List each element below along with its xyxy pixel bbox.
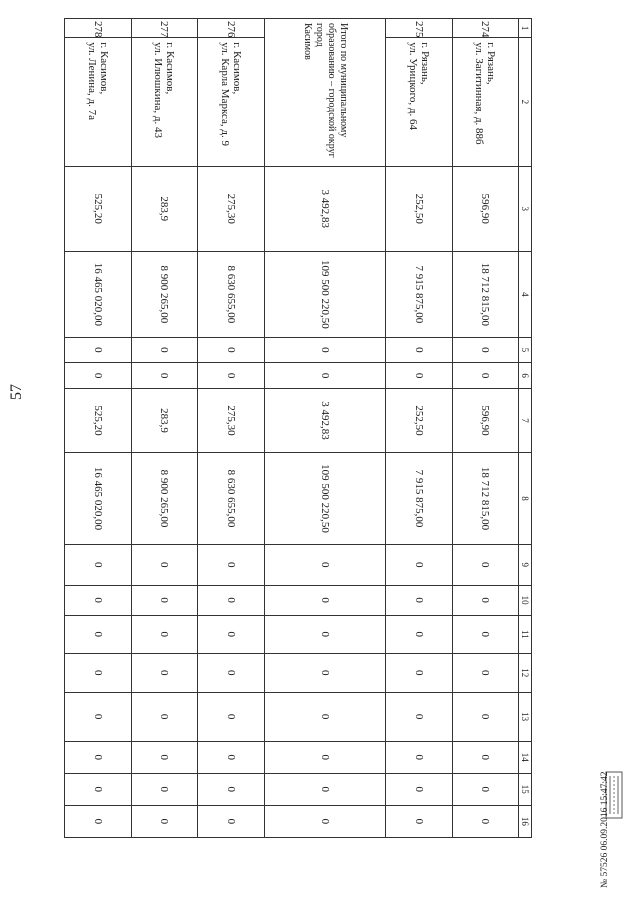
- cell-col-14: 0: [65, 741, 132, 773]
- address-cell: [386, 38, 452, 166]
- cell-col-14: 0: [452, 741, 518, 773]
- total-label-line: образованию – городской округ город: [313, 23, 337, 158]
- cell-col-10: 0: [65, 585, 132, 615]
- table-body: [65, 19, 519, 838]
- cell-col-7: 525,20: [65, 388, 132, 452]
- address-line: ул. Ленина, д. 7а: [85, 42, 98, 121]
- cell-col-12: 0: [198, 654, 264, 692]
- column-number-7: 7: [519, 388, 532, 452]
- cell-col-4: 18 712 815,00: [452, 252, 518, 338]
- column-number-5: 5: [519, 337, 532, 363]
- address-line: г. Касимов,: [230, 42, 243, 95]
- table-row: [131, 19, 197, 838]
- cell-col-3: 275,30: [198, 166, 264, 252]
- cell-col-12: 0: [386, 654, 452, 692]
- cell-col-14: 0: [131, 741, 197, 773]
- address-cell: [452, 38, 518, 166]
- cell-col-3: 283,9: [131, 166, 197, 252]
- column-number-14: 14: [519, 741, 532, 773]
- cell-col-12: 0: [452, 654, 518, 692]
- address-line: ул. Загитинная, д. 88б: [473, 42, 486, 145]
- cell-col-9: 0: [131, 544, 197, 585]
- column-number-row: [519, 19, 532, 838]
- cell-col-6: 0: [264, 363, 386, 389]
- cell-col-7: 252,50: [386, 388, 452, 452]
- data-table: [64, 18, 532, 838]
- cell-col-4: 8 630 655,00: [198, 252, 264, 338]
- cell-col-10: 0: [386, 585, 452, 615]
- address-line: ул. Илюшкина, д. 43: [152, 42, 165, 138]
- cell-col-15: 0: [386, 773, 452, 805]
- cell-col-16: 0: [452, 805, 518, 837]
- column-number-4: 4: [519, 252, 532, 338]
- cell-col-13: 0: [264, 692, 386, 741]
- cell-col-6: 0: [131, 363, 197, 389]
- address-cell: [198, 38, 264, 166]
- row-number: 275: [386, 19, 452, 38]
- cell-col-3: 525,20: [65, 166, 132, 252]
- cell-col-11: 0: [452, 615, 518, 653]
- cell-col-15: 0: [198, 773, 264, 805]
- cell-col-6: 0: [65, 363, 132, 389]
- address-line: г. Рязань,: [485, 42, 498, 85]
- cell-col-15: 0: [264, 773, 386, 805]
- address-line: г. Рязань,: [418, 42, 431, 85]
- address-line: г. Касимов,: [164, 42, 177, 95]
- table-row: [198, 19, 264, 838]
- address-line: г. Касимов,: [97, 42, 110, 95]
- cell-col-7: 596,90: [452, 388, 518, 452]
- table-row: [452, 19, 518, 838]
- cell-col-10: 0: [131, 585, 197, 615]
- cell-col-5: 0: [452, 337, 518, 363]
- cell-col-5: 0: [264, 337, 386, 363]
- cell-col-8: 7 915 875,00: [386, 453, 452, 545]
- cell-col-14: 0: [386, 741, 452, 773]
- cell-col-3: 596,90: [452, 166, 518, 252]
- cell-col-11: 0: [198, 615, 264, 653]
- cell-col-11: 0: [65, 615, 132, 653]
- cell-col-13: 0: [386, 692, 452, 741]
- cell-col-9: 0: [452, 544, 518, 585]
- column-number-11: 11: [519, 615, 532, 653]
- cell-col-8: 8 630 655,00: [198, 453, 264, 545]
- row-number: 277: [131, 19, 197, 38]
- cell-col-11: 0: [131, 615, 197, 653]
- table-row: [386, 19, 452, 838]
- cell-col-9: 0: [264, 544, 386, 585]
- cell-col-8: 109 500 220,50: [264, 453, 386, 545]
- table-total-row: [264, 19, 386, 838]
- cell-col-15: 0: [131, 773, 197, 805]
- column-number-9: 9: [519, 544, 532, 585]
- cell-col-6: 0: [198, 363, 264, 389]
- cell-col-8: 18 712 815,00: [452, 453, 518, 545]
- column-number-3: 3: [519, 166, 532, 252]
- cell-col-13: 0: [198, 692, 264, 741]
- cell-col-16: 0: [264, 805, 386, 837]
- cell-col-9: 0: [198, 544, 264, 585]
- address-line: ул. Урицкого, д. 64: [406, 42, 419, 130]
- column-number-1: 1: [519, 19, 532, 38]
- cell-col-5: 0: [65, 337, 132, 363]
- table-row: [65, 19, 132, 838]
- cell-col-8: 8 900 265,00: [131, 453, 197, 545]
- cell-col-15: 0: [65, 773, 132, 805]
- cell-col-12: 0: [131, 654, 197, 692]
- column-number-6: 6: [519, 363, 532, 389]
- total-label: [264, 19, 386, 167]
- column-number-10: 10: [519, 585, 532, 615]
- total-label-line: Касимов: [301, 23, 313, 60]
- cell-col-13: 0: [65, 692, 132, 741]
- cell-col-11: 0: [386, 615, 452, 653]
- cell-col-12: 0: [65, 654, 132, 692]
- cell-col-6: 0: [452, 363, 518, 389]
- cell-col-4: 109 500 220,50: [264, 252, 386, 338]
- table-container: [64, 18, 532, 838]
- cell-col-7: 283,9: [131, 388, 197, 452]
- column-number-15: 15: [519, 773, 532, 805]
- total-label-line: Итого по муниципальному: [337, 23, 349, 138]
- row-number: 274: [452, 19, 518, 38]
- column-number-12: 12: [519, 654, 532, 692]
- cell-col-3: 252,50: [386, 166, 452, 252]
- cell-col-4: 16 465 020,00: [65, 252, 132, 338]
- cell-col-3: 3 492,83: [264, 166, 386, 252]
- cell-col-12: 0: [264, 654, 386, 692]
- column-number-16: 16: [519, 805, 532, 837]
- cell-col-9: 0: [386, 544, 452, 585]
- page-number: 57: [8, 384, 25, 400]
- cell-col-8: 16 465 020,00: [65, 453, 132, 545]
- address-cell: [65, 38, 132, 166]
- cell-col-4: 8 900 265,00: [131, 252, 197, 338]
- cell-col-16: 0: [131, 805, 197, 837]
- column-number-2: 2: [519, 38, 532, 166]
- cell-col-13: 0: [131, 692, 197, 741]
- cell-col-6: 0: [386, 363, 452, 389]
- cell-col-16: 0: [65, 805, 132, 837]
- cell-col-14: 0: [198, 741, 264, 773]
- cell-col-10: 0: [452, 585, 518, 615]
- cell-col-7: 275,30: [198, 388, 264, 452]
- cell-col-5: 0: [198, 337, 264, 363]
- address-line: ул. Карла Маркса, д. 9: [218, 42, 231, 147]
- column-number-8: 8: [519, 453, 532, 545]
- cell-col-7: 3 492,83: [264, 388, 386, 452]
- cell-col-16: 0: [386, 805, 452, 837]
- cell-col-14: 0: [264, 741, 386, 773]
- cell-col-4: 7 915 875,00: [386, 252, 452, 338]
- row-number: 276: [198, 19, 264, 38]
- column-number-13: 13: [519, 692, 532, 741]
- address-cell: [131, 38, 197, 166]
- cell-col-10: 0: [264, 585, 386, 615]
- cell-col-5: 0: [131, 337, 197, 363]
- cell-col-15: 0: [452, 773, 518, 805]
- row-number: 278: [65, 19, 132, 38]
- cell-col-10: 0: [198, 585, 264, 615]
- cell-col-13: 0: [452, 692, 518, 741]
- cell-col-9: 0: [65, 544, 132, 585]
- document-footer-registration: № 57526 06.09.2016 15:47:42: [600, 771, 610, 888]
- cell-col-5: 0: [386, 337, 452, 363]
- cell-col-11: 0: [264, 615, 386, 653]
- cell-col-16: 0: [198, 805, 264, 837]
